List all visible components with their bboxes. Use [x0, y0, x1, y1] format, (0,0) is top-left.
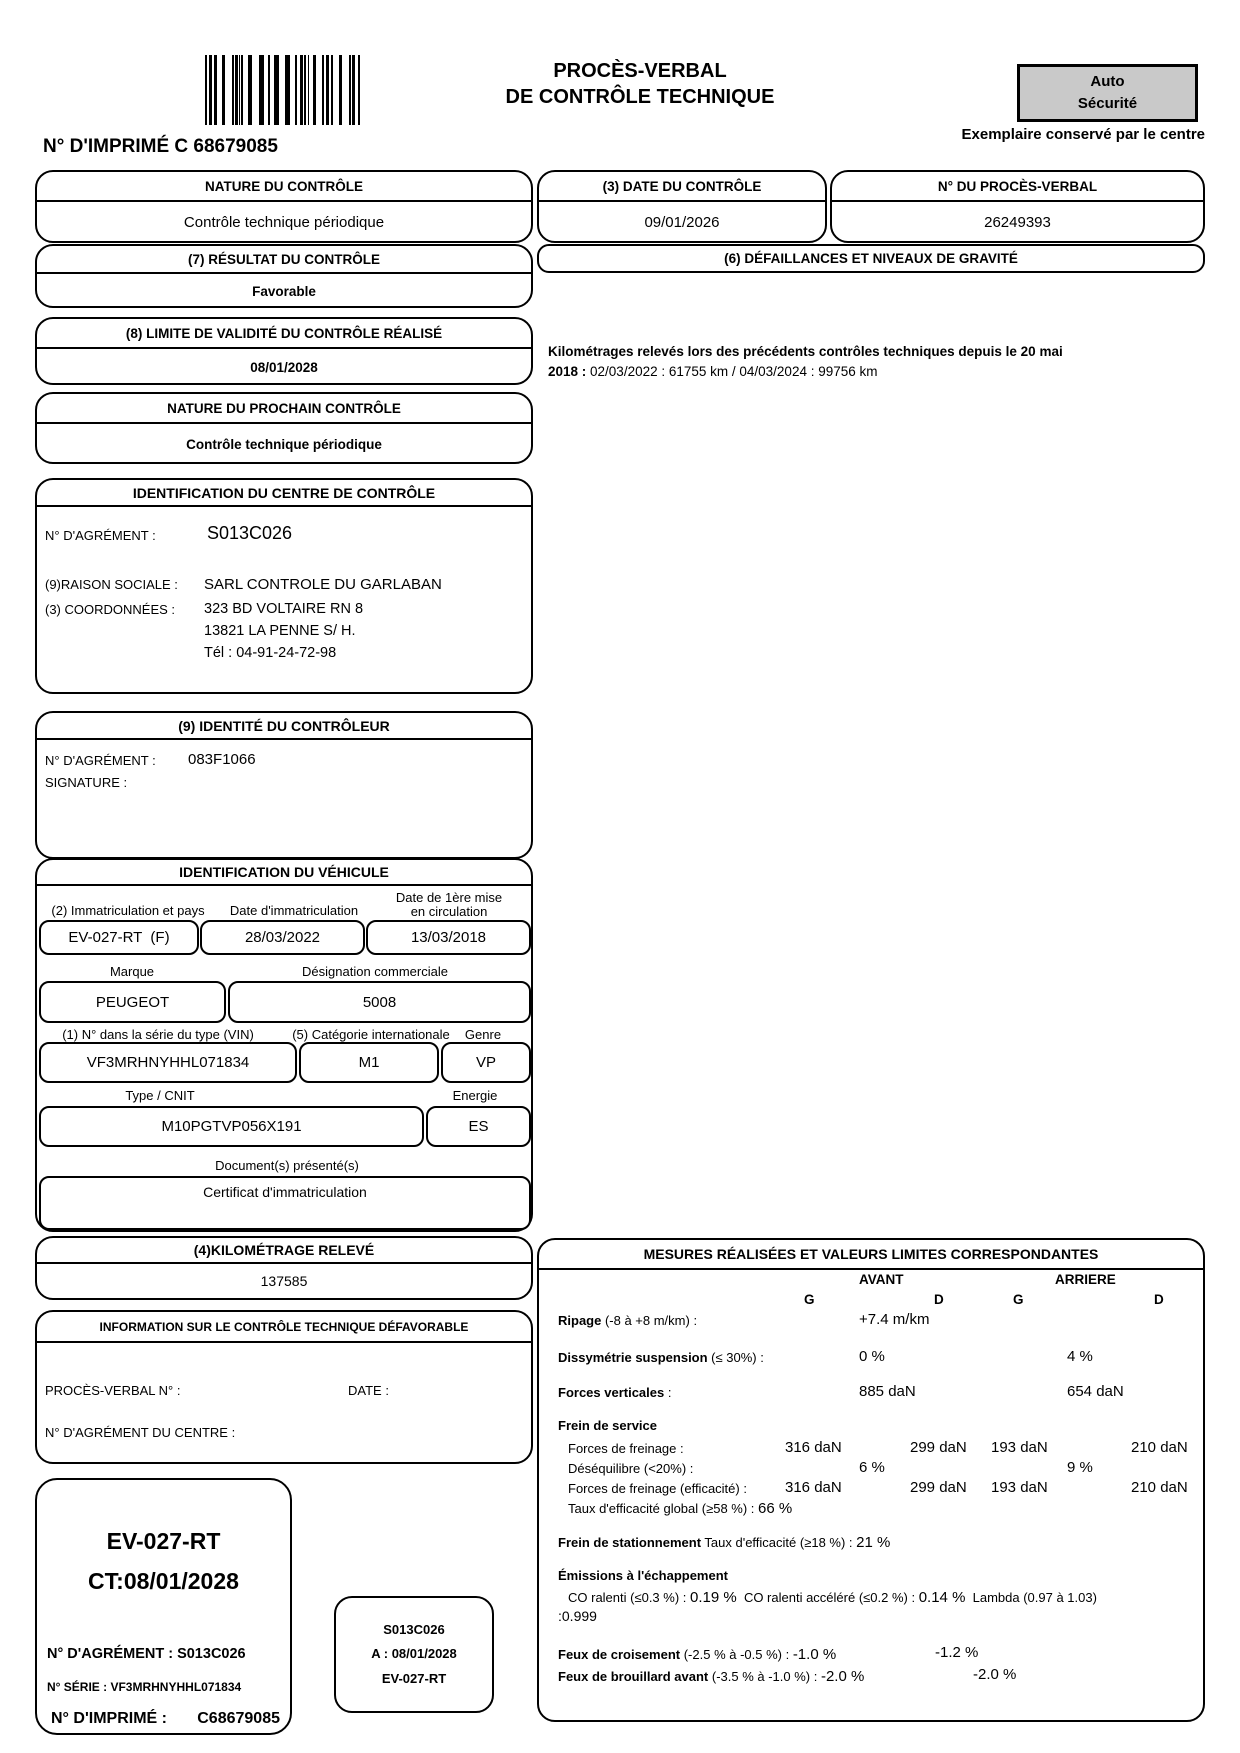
freinage-eff-g2: 193 daN — [991, 1479, 1048, 1496]
brand-line1: Auto — [1090, 72, 1125, 90]
taux-global-value: 66 % — [758, 1500, 793, 1517]
nature-controle-value: Contrôle technique périodique — [183, 214, 385, 231]
designation-value: 5008 — [228, 981, 531, 1023]
proces-verbal-title: N° DU PROCÈS-VERBAL — [832, 172, 1203, 202]
feux-brouillard-v2: -2.0 % — [973, 1666, 1017, 1683]
taux-global-row: Taux d'efficacité global (≥58 %) : 66 % — [568, 1500, 793, 1517]
controleur-title: (9) IDENTITÉ DU CONTRÔLEUR — [37, 713, 531, 740]
info-defavorable-title: INFORMATION SUR LE CONTRÔLE TECHNIQUE DÉFAVORABLE — [37, 1312, 531, 1343]
centre-title: IDENTIFICATION DU CENTRE DE CONTRÔLE — [37, 480, 531, 507]
centre-agrement-value: S013C026 — [207, 523, 293, 543]
mesures-col-d1: D — [934, 1292, 944, 1307]
frein-stationnement-value: 21 % — [856, 1534, 891, 1551]
mesures-col-g2: G — [1013, 1292, 1024, 1307]
vehicule-title: IDENTIFICATION DU VÉHICULE — [37, 860, 531, 886]
categorie-value: M1 — [299, 1042, 439, 1083]
prochain-controle-title: NATURE DU PROCHAIN CONTRÔLE — [37, 394, 531, 424]
centre-adresse-line1: 323 BD VOLTAIRE RN 8 — [204, 601, 364, 617]
section-proces-verbal — [830, 170, 1205, 243]
feux-croisement-row: Feux de croisement (-2.5 % à -0.5 %) : -1.0 % — [558, 1646, 837, 1663]
feux-brouillard-row: Feux de brouillard avant (-3.5 % à -1.0 %) : -2.0 % — [558, 1668, 865, 1685]
energie-value: ES — [426, 1106, 531, 1147]
nature-controle-title: NATURE DU CONTRÔLE — [37, 172, 531, 202]
emissions-heading: Émissions à l'échappement — [558, 1568, 728, 1583]
kilometrage-title: (4)KILOMÉTRAGE RELEVÉ — [37, 1238, 531, 1264]
genre-value: VP — [441, 1042, 531, 1083]
desequilibre-avant: 6 % — [859, 1459, 885, 1476]
designation-label: Désignation commerciale — [302, 964, 448, 979]
ripage-value: +7.4 m/km — [859, 1311, 930, 1328]
resultat-value: Favorable — [252, 283, 316, 299]
emissions-co-row: CO ralenti (≤0.3 %) : 0.19 % CO ralenti accéléré (≤0.2 %) : 0.14 % Lambda (0.97 à 1.03) — [568, 1589, 1097, 1606]
marque-label: Marque — [109, 964, 155, 979]
printed-number: N° D'IMPRIMÉ C 68679085 — [43, 136, 278, 157]
timbre-agrement: S013C026 — [383, 1622, 445, 1638]
info-date-label: DATE : — [348, 1383, 389, 1398]
vignette-ct-date: CT:08/01/2028 — [88, 1568, 239, 1594]
kilometrages-note-values: 02/03/2022 : 61755 km / 04/03/2024 : 99756 km — [586, 363, 878, 379]
kilometrage-value: 137585 — [260, 1273, 308, 1289]
circulation-label-line2: en circulation — [410, 904, 488, 919]
limite-validite-value: 08/01/2028 — [250, 359, 318, 375]
date-controle-title: (3) DATE DU CONTRÔLE — [539, 172, 825, 202]
type-label: Type / CNIT — [125, 1088, 195, 1103]
centre-agrement-label: N° D'AGRÉMENT : — [45, 528, 156, 543]
section-controleur — [35, 711, 533, 859]
centre-raison-value: SARL CONTROLE DU GARLABAN — [204, 576, 442, 593]
feux-brouillard-v1: -2.0 % — [820, 1668, 865, 1685]
section-resultat — [35, 244, 533, 308]
brand-box — [1017, 64, 1198, 122]
ripage-label: Ripage (-8 à +8 m/km) : — [558, 1313, 698, 1328]
circulation-value: 13/03/2018 — [366, 920, 531, 955]
info-agrement-label: N° D'AGRÉMENT DU CENTRE : — [45, 1425, 236, 1440]
centre-raison-label: (9)RAISON SOCIALE : — [45, 577, 178, 592]
freinage-eff-d2: 210 daN — [1131, 1479, 1188, 1496]
controleur-signature-label: SIGNATURE : — [45, 775, 128, 790]
freinage-eff-g1: 316 daN — [785, 1479, 842, 1496]
vignette-sticker — [35, 1478, 292, 1735]
frein-stationnement-row: Frein de stationnement Taux d'efficacité (≥18 %) : 21 % — [558, 1534, 891, 1551]
mesures-title: MESURES RÉALISÉES ET VALEURS LIMITES CORRESPONDANTES — [539, 1240, 1203, 1270]
freinage-label: Forces de freinage : — [568, 1441, 684, 1456]
vignette-plate: EV-027-RT — [106, 1528, 221, 1554]
limite-validite-title: (8) LIMITE DE VALIDITÉ DU CONTRÔLE RÉALISÉ — [37, 319, 531, 349]
timbre-date: A : 08/01/2028 — [371, 1646, 457, 1662]
date-immat-label: Date d'immatriculation — [229, 903, 359, 918]
controleur-agrement-label: N° D'AGRÉMENT : — [45, 753, 156, 768]
section-defaillances — [537, 244, 1205, 273]
immat-label: (2) Immatriculation et pays — [51, 903, 205, 918]
co-ralenti-value: 0.19 % — [690, 1589, 737, 1606]
freinage-g2: 193 daN — [991, 1439, 1048, 1456]
info-pv-label: PROCÈS-VERBAL N° : — [45, 1383, 181, 1398]
timbre-plate: EV-027-RT — [381, 1670, 447, 1686]
immat-value: EV-027-RT (F) — [39, 920, 199, 955]
document-title-line2: DE CONTRÔLE TECHNIQUE — [505, 86, 775, 108]
feux-croisement-v2: -1.2 % — [935, 1644, 979, 1661]
marque-value: PEUGEOT — [39, 981, 226, 1023]
vin-label: (1) N° dans la série du type (VIN) — [62, 1027, 254, 1042]
section-kilometrage — [35, 1236, 533, 1300]
proces-verbal-value: 26249393 — [984, 214, 1051, 231]
freinage-eff-d1: 299 daN — [910, 1479, 967, 1496]
brand-line2: Sécurité — [1077, 95, 1138, 112]
prochain-controle-value: Contrôle technique périodique — [186, 436, 382, 452]
section-vehicule — [35, 858, 533, 1232]
mesures-col-d2: D — [1154, 1292, 1164, 1307]
section-info-defavorable — [35, 1310, 533, 1464]
freinage-g1: 316 daN — [785, 1439, 842, 1456]
energie-label: Energie — [452, 1088, 498, 1103]
kilometrages-note-year: 2018 : — [548, 363, 587, 379]
mesures-col-arriere: ARRIERE — [1055, 1272, 1116, 1287]
dissymetrie-avant: 0 % — [859, 1348, 885, 1365]
co-accelere-value: 0.14 % — [918, 1589, 966, 1606]
frein-service-heading: Frein de service — [558, 1418, 657, 1433]
section-prochain-controle — [35, 392, 533, 464]
kilometrages-note-line2 — [548, 362, 1198, 382]
desequilibre-arriere: 9 % — [1067, 1459, 1093, 1476]
vignette-imprime-value: C68679085 — [197, 1710, 280, 1727]
centre-coordonnees-label: (3) COORDONNÉES : — [45, 602, 176, 617]
mesures-col-avant: AVANT — [859, 1272, 904, 1287]
circulation-label-line1: Date de 1ère mise — [395, 890, 503, 905]
resultat-title: (7) RÉSULTAT DU CONTRÔLE — [37, 246, 531, 274]
defaillances-title: (6) DÉFAILLANCES ET NIVEAUX DE GRAVITÉ — [724, 251, 1018, 266]
kilometrages-note-line1: Kilométrages relevés lors des précédents contrôles techniques depuis le 20 mai — [548, 344, 1063, 359]
lambda-value: :0.999 — [558, 1608, 597, 1624]
section-centre — [35, 478, 533, 694]
feux-croisement-v1: -1.0 % — [792, 1646, 837, 1663]
centre-adresse-line2: 13821 LA PENNE S/ H. — [204, 623, 356, 639]
section-date-controle — [537, 170, 827, 243]
centre-adresse-line3: Tél : 04-91-24-72-98 — [204, 645, 337, 661]
barcode — [205, 55, 365, 125]
controleur-agrement-value: 083F1066 — [188, 751, 256, 768]
section-limite-validite — [35, 317, 533, 385]
forces-verticales-arriere: 654 daN — [1067, 1383, 1124, 1400]
copy-note: Exemplaire conservé par le centre — [961, 126, 1205, 143]
dissymetrie-arriere: 4 % — [1067, 1348, 1093, 1365]
document-title-line1: PROCÈS-VERBAL — [553, 60, 727, 82]
desequilibre-label: Déséquilibre (<20%) : — [568, 1461, 694, 1476]
forces-verticales-label: Forces verticales : — [558, 1385, 672, 1400]
categorie-label: (5) Catégorie internationale — [292, 1027, 450, 1042]
section-mesures — [537, 1238, 1205, 1722]
type-value: M10PGTVP056X191 — [39, 1106, 424, 1147]
mesures-col-g1: G — [804, 1292, 815, 1307]
date-controle-value: 09/01/2026 — [644, 214, 720, 231]
vignette-agrement: N° D'AGRÉMENT : S013C026 — [47, 1646, 246, 1662]
freinage-d1: 299 daN — [910, 1439, 967, 1456]
freinage-d2: 210 daN — [1131, 1439, 1188, 1456]
genre-label: Genre — [464, 1027, 502, 1042]
date-immat-value: 28/03/2022 — [200, 920, 365, 955]
dissymetrie-label: Dissymétrie suspension (≤ 30%) : — [558, 1350, 764, 1365]
freinage-eff-label: Forces de freinage (efficacité) : — [568, 1481, 747, 1496]
vignette-imprime-label: N° D'IMPRIMÉ : — [51, 1710, 167, 1727]
vignette-serie: N° SÉRIE : VF3MRHNYHHL071834 — [47, 1680, 242, 1694]
vignette-imprime-row — [51, 1710, 280, 1728]
documents-label: Document(s) présenté(s) — [215, 1158, 359, 1173]
documents-value: Certificat d'immatriculation — [39, 1176, 531, 1230]
timbre-box — [334, 1596, 494, 1713]
forces-verticales-avant: 885 daN — [859, 1383, 916, 1400]
section-nature-controle — [35, 170, 533, 243]
vin-value: VF3MRHNYHHL071834 — [39, 1042, 297, 1083]
